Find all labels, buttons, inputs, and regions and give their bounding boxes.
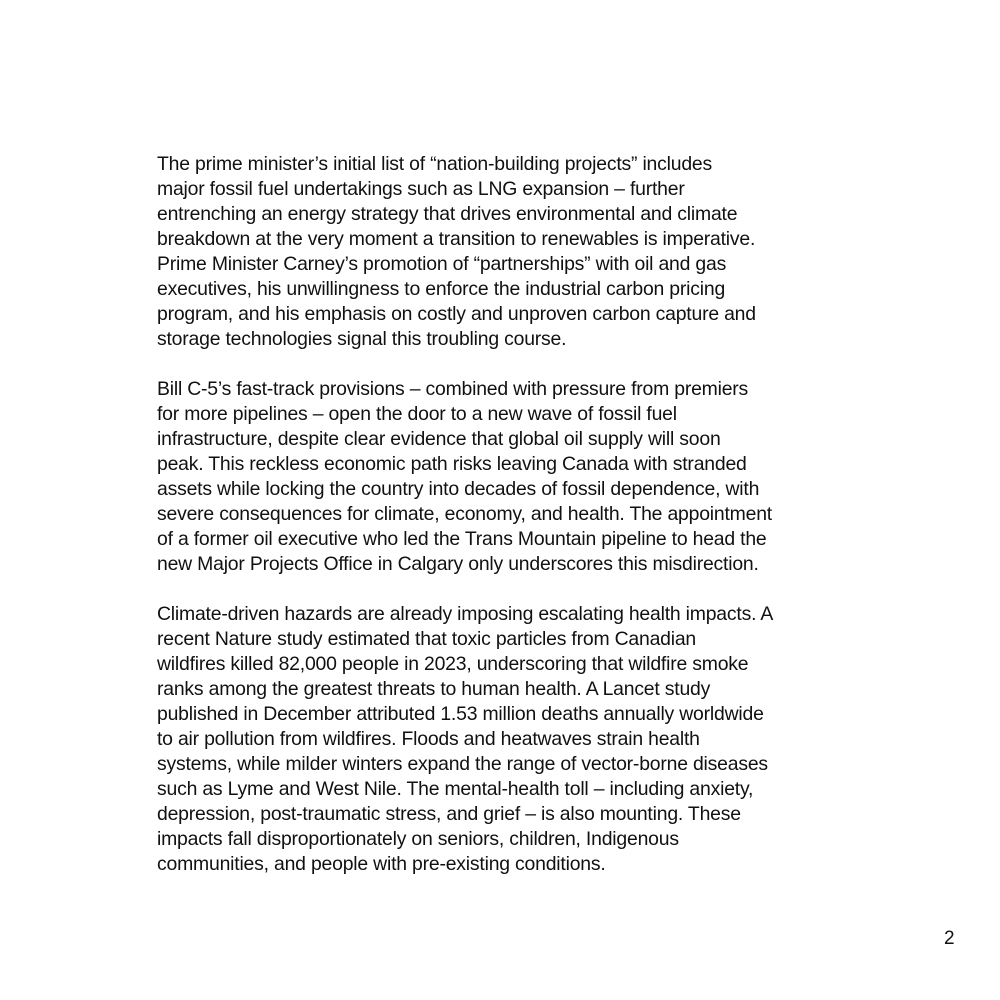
text-line: Prime Minister Carney’s promotion of “partnerships” with oil and gas [157, 253, 727, 275]
text-line: Climate-driven hazards are already imposing escalating health impacts. A [157, 603, 774, 625]
text-line: recent Nature study estimated that toxic particles from Canadian [157, 628, 697, 650]
text-line: to air pollution from wildfires. Floods and heatwaves strain health [157, 728, 700, 750]
text-line: published in December attributed 1.53 million deaths annually worldwide [157, 703, 764, 725]
paragraph-health-impacts [157, 602, 857, 877]
page-number: 2 [944, 928, 955, 949]
text-line: such as Lyme and West Nile. The mental-health toll – including anxiety, [157, 778, 754, 800]
text-line: breakdown at the very moment a transition to renewables is imperative. [157, 228, 756, 250]
text-line: program, and his emphasis on costly and unproven carbon capture and [157, 303, 756, 325]
text-line: for more pipelines – open the door to a new wave of fossil fuel [157, 403, 677, 425]
text-line: The prime minister’s initial list of “nation-building projects” includes [157, 153, 712, 175]
text-line: storage technologies signal this troubling course. [157, 328, 567, 350]
paragraph-bill-c5 [157, 377, 857, 577]
text-line: new Major Projects Office in Calgary only underscores this misdirection. [157, 553, 759, 575]
text-line: entrenching an energy strategy that drives environmental and climate [157, 203, 738, 225]
text-line: communities, and people with pre-existing conditions. [157, 853, 606, 875]
paragraph-nation-building-projects [157, 152, 857, 352]
text-line: executives, his unwillingness to enforce the industrial carbon pricing [157, 278, 726, 300]
text-line: major fossil fuel undertakings such as LNG expansion – further [157, 178, 685, 200]
text-line: Bill C-5’s fast-track provisions – combined with pressure from premiers [157, 378, 749, 400]
text-line: infrastructure, despite clear evidence that global oil supply will soon [157, 428, 721, 450]
text-line: depression, post-traumatic stress, and grief – is also mounting. These [157, 803, 741, 825]
text-line: severe consequences for climate, economy, and health. The appointment [157, 503, 772, 525]
text-line: ranks among the greatest threats to human health. A Lancet study [157, 678, 711, 700]
text-line: systems, while milder winters expand the range of vector-borne diseases [157, 753, 768, 775]
text-line: wildfires killed 82,000 people in 2023, underscoring that wildfire smoke [157, 653, 749, 675]
text-line: assets while locking the country into decades of fossil dependence, with [157, 478, 760, 500]
text-line: of a former oil executive who led the Trans Mountain pipeline to head the [157, 528, 767, 550]
text-line: impacts fall disproportionately on seniors, children, Indigenous [157, 828, 679, 850]
body-text [157, 152, 857, 902]
text-line: peak. This reckless economic path risks leaving Canada with stranded [157, 453, 747, 475]
